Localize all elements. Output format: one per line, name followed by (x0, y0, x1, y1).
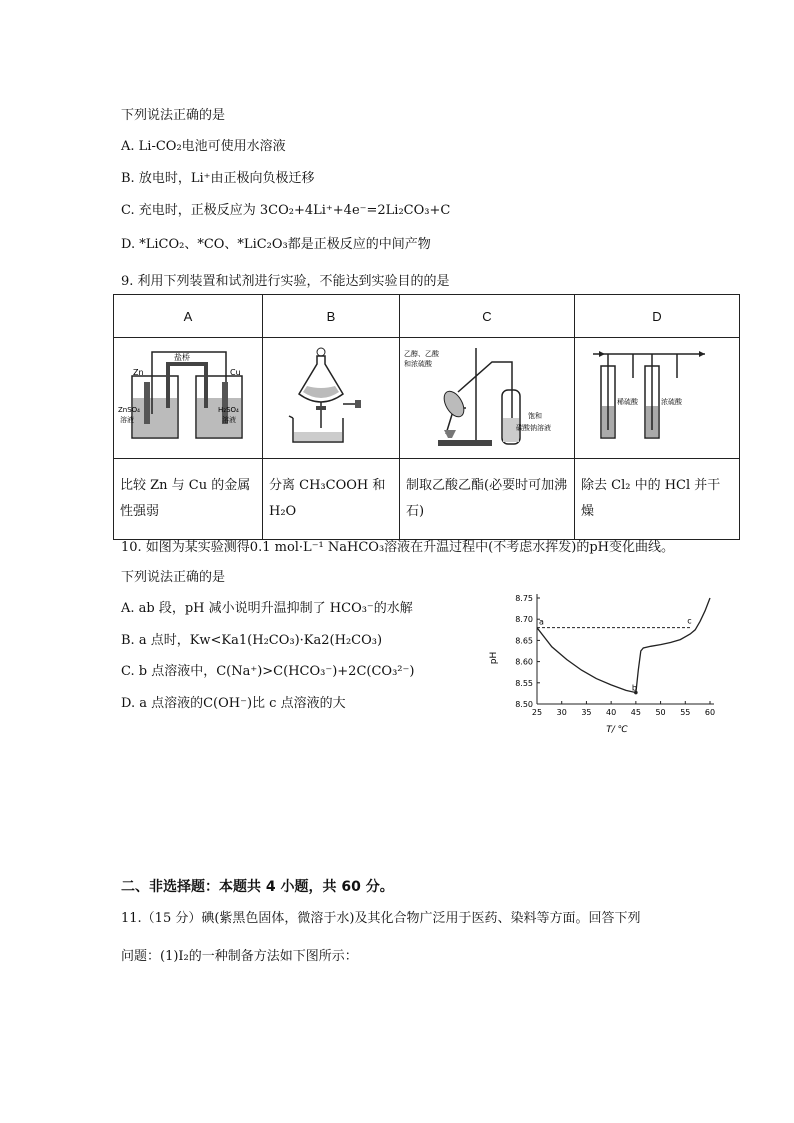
q8-option-a: A. Li-CO₂电池可使用水溶液 (121, 139, 286, 154)
saturated-label-1: 饱和 (528, 412, 542, 420)
h2so4-solution-label: 溶液 (222, 416, 236, 424)
caption-d: 除去 Cl₂ 中的 HCl 并干燥 (575, 459, 740, 540)
y-axis-label: pH (489, 651, 499, 665)
q11-line-2: 问题：(1)I₂的一种制备方法如下图所示： (121, 949, 358, 964)
zn-label: Zn (133, 368, 144, 377)
q10-option-a: A. ab 段，pH 减小说明升温抑制了 HCO₃⁻的水解 (121, 601, 413, 616)
apparatus-b (263, 338, 400, 459)
reagent-label-1: 乙醇、乙酸 (404, 350, 439, 358)
q9-stem: 9. 利用下列装置和试剂进行实验，不能达到实验目的的是 (121, 274, 450, 289)
ester-preparation-diagram (400, 338, 574, 454)
conc-acid-label: 浓硫酸 (661, 398, 682, 406)
q8-intro: 下列说法正确的是 (121, 108, 226, 123)
y-tick-label: 8.55 (515, 678, 533, 688)
ph-curve (537, 598, 710, 693)
x-tick-label: 35 (581, 708, 592, 717)
x-tick-label: 50 (655, 708, 666, 717)
separatory-funnel-diagram (263, 338, 399, 454)
q8-option-d: D. *LiCO₂、*CO、*LiC₂O₃都是正极反应的中间产物 (121, 237, 431, 252)
reagent-label-2: 和浓硫酸 (404, 360, 432, 368)
q10-stem: 10. 如图为某实验测得0.1 mol·L⁻¹ NaHCO₃溶液在升温过程中(不考虑水挥发)的pH变化曲线。 (121, 540, 674, 555)
header-b: B (263, 295, 400, 338)
y-tick-label: 8.50 (515, 700, 533, 709)
q10-option-c: C. b 点溶液中，C(Na⁺)>C(HCO₃⁻)+2C(CO₃²⁻) (121, 664, 415, 679)
header-a: A (114, 295, 263, 338)
q11-line-1: 11.（15 分）碘(紫黑色固体，微溶于水)及其化合物广泛用于医药、染料等方面。回答下列 (121, 911, 641, 926)
y-tick-label: 8.70 (515, 615, 533, 625)
q10-option-b: B. a 点时，Kw<Ka1(H₂CO₃)·Ka2(H₂CO₃) (121, 633, 383, 648)
apparatus-a (114, 338, 263, 459)
chart-axes (537, 594, 714, 704)
znso4-label: ZnSO₄ (118, 406, 140, 414)
q10-intro: 下列说法正确的是 (121, 570, 226, 585)
saturated-label-2: 碳酸钠溶液 (516, 424, 551, 432)
experiment-table (113, 294, 740, 540)
header-c: C (400, 295, 575, 338)
ph-temperature-chart (482, 588, 732, 738)
galvanic-cell-diagram (114, 338, 262, 454)
dilute-acid-label: 稀硫酸 (617, 398, 638, 406)
q8-option-c: C. 充电时，正极反应为 3CO₂+4Li⁺+4e⁻=2Li₂CO₃+C (121, 203, 451, 218)
apparatus-d (575, 338, 740, 459)
x-tick-label: 25 (531, 708, 543, 717)
x-tick-label: 60 (704, 708, 716, 717)
y-tick-label: 8.75 (515, 594, 533, 603)
x-tick-label: 30 (556, 708, 567, 717)
y-tick-label: 8.65 (515, 636, 533, 646)
cu-label: Cu (230, 368, 241, 377)
salt-bridge-label: 盐桥 (174, 353, 190, 362)
point-label-b: b (631, 683, 637, 693)
q8-option-b: B. 放电时，Li⁺由正极向负极迁移 (121, 171, 315, 186)
gas-washing-diagram (575, 338, 739, 454)
caption-a: 比较 Zn 与 Cu 的金属性强弱 (114, 459, 263, 540)
caption-c: 制取乙酸乙酯(必要时可加沸石) (400, 459, 575, 540)
x-tick-label: 55 (680, 708, 691, 717)
caption-b: 分离 CH₃COOH 和 H₂O (263, 459, 400, 540)
apparatus-c (400, 338, 575, 459)
header-d: D (575, 295, 740, 338)
h2so4-label: H₂SO₄ (218, 406, 239, 414)
x-axis-label: T/ ℃ (606, 725, 628, 735)
y-tick-label: 8.60 (515, 657, 533, 667)
point-label-c: c (687, 616, 692, 626)
x-tick-label: 45 (630, 708, 641, 717)
q10-option-d: D. a 点溶液的C(OH⁻)比 c 点溶液的大 (121, 696, 346, 711)
section-heading: 二、非选择题：本题共 4 小题，共 60 分。 (121, 879, 394, 895)
x-tick-label: 40 (606, 708, 617, 717)
point-label-a: a (539, 617, 544, 627)
znso4-solution-label: 溶液 (120, 416, 134, 424)
